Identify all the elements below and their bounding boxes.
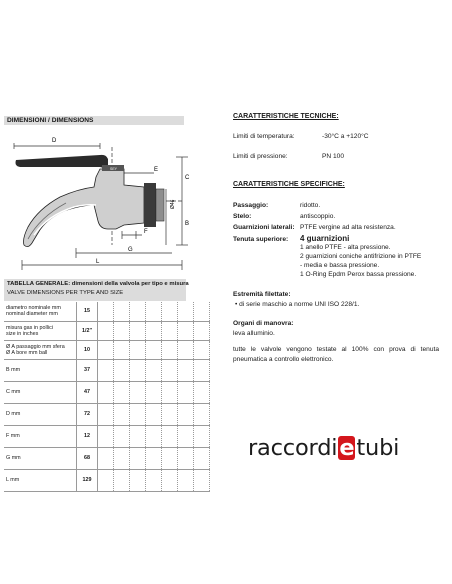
row-value: 10 <box>77 340 98 359</box>
estremita-label: Estremità filettate: <box>233 291 291 298</box>
tenuta-label: Tenuta superiore: <box>233 236 289 243</box>
dim-label-f: F <box>144 229 148 235</box>
tenuta-value: 4 guarnizioni <box>300 234 350 243</box>
table-row <box>4 469 210 491</box>
dim-label-g: G <box>128 247 133 253</box>
organi-label: Organi di manovra: <box>233 320 294 327</box>
dimensions-header-title: DIMENSIONI / DIMENSIONS <box>7 117 94 124</box>
row-label: D mm <box>4 403 77 425</box>
row-sublabel: nominal diameter mm <box>6 311 58 318</box>
test-note: tutte le valvole vengono testate al 100% con prova di tenuta pneumatica a controllo elettronico. <box>233 346 439 363</box>
estremita-value: • di serie maschio a norme UNI ISO 228/1. <box>235 301 360 308</box>
table-row <box>4 302 210 321</box>
row-value: 1/2" <box>77 321 98 340</box>
logo-e: e <box>339 435 355 461</box>
row-value: 72 <box>77 403 98 425</box>
row-value: 15 <box>77 302 98 321</box>
dim-label-e: E <box>154 167 159 173</box>
dim-label-l: L <box>96 259 100 265</box>
valve-drawing <box>4 127 194 273</box>
spec-title: CARATTERISTICHE SPECIFICHE: <box>233 181 345 188</box>
tenuta-line: 2 guarnizioni coniche antifrizione in PTFE <box>300 253 422 260</box>
table-row <box>4 447 210 469</box>
table-title-it: TABELLA GENERALE: dimensioni della valvola per tipo e misura <box>7 281 189 287</box>
row-value: 37 <box>77 359 98 381</box>
row-value: 47 <box>77 381 98 403</box>
row-label: C mm <box>4 381 77 403</box>
row-value: 68 <box>77 447 98 469</box>
pressure-value: PN 100 <box>322 153 344 160</box>
row-label: L mm <box>4 469 77 491</box>
tenuta-line: - media e bassa pressione. <box>300 262 380 269</box>
row-sublabel: Ø A bore mm ball <box>6 349 48 356</box>
dimensions-table <box>4 302 210 492</box>
raccordi-e-tubi-logo <box>248 435 399 461</box>
row-label: diametro nominale mm <box>6 305 61 312</box>
temp-value: -30°C a +120°C <box>322 133 369 140</box>
row-sublabel: size in inches <box>6 330 39 337</box>
table-row <box>4 425 210 447</box>
table-row <box>4 381 210 403</box>
stelo-value: antiscoppio. <box>300 213 336 220</box>
dim-label-c: C <box>185 175 190 181</box>
tenuta-line: 1 anello PTFE - alta pressione. <box>300 244 391 251</box>
table-row <box>4 340 210 359</box>
row-label: G mm <box>4 447 77 469</box>
guarnizioni-value: PTFE vergine ad alta resistenza. <box>300 224 396 231</box>
tech-title: CARATTERISTICHE TECNICHE: <box>233 113 339 120</box>
dim-label-diameter: Ø46 <box>170 199 176 209</box>
table-row <box>4 359 210 381</box>
stelo-label: Stelo: <box>233 213 252 220</box>
row-value: 12 <box>77 425 98 447</box>
row-label: F mm <box>4 425 77 447</box>
organi-value: leva alluminio. <box>233 330 275 337</box>
temp-label: Limiti di temperatura: <box>233 133 295 140</box>
row-label: B mm <box>4 359 77 381</box>
logo-part1: raccordi <box>248 435 338 461</box>
row-label: misura gas in pollici <box>6 324 54 331</box>
logo-part2: tubi <box>356 435 400 461</box>
passaggio-label: Passaggio: <box>233 202 269 209</box>
tenuta-line: 1 O-Ring Epdm Perox bassa pressione. <box>300 271 417 278</box>
dim-label-b: B <box>185 221 190 227</box>
table-row <box>4 403 210 425</box>
table-row <box>4 321 210 340</box>
row-value: 129 <box>77 469 98 491</box>
guarnizioni-label: Guarnizioni laterali: <box>233 224 295 231</box>
svg-text:SEY: SEY <box>110 167 118 171</box>
table-title-en: VALVE DIMENSIONS PER TYPE AND SIZE <box>7 290 124 296</box>
passaggio-value: ridotto. <box>300 202 321 209</box>
row-label: Ø A passaggio mm sfera <box>6 343 65 350</box>
pressure-label: Limiti di pressione: <box>233 153 288 160</box>
dim-label-d: D <box>52 138 57 144</box>
